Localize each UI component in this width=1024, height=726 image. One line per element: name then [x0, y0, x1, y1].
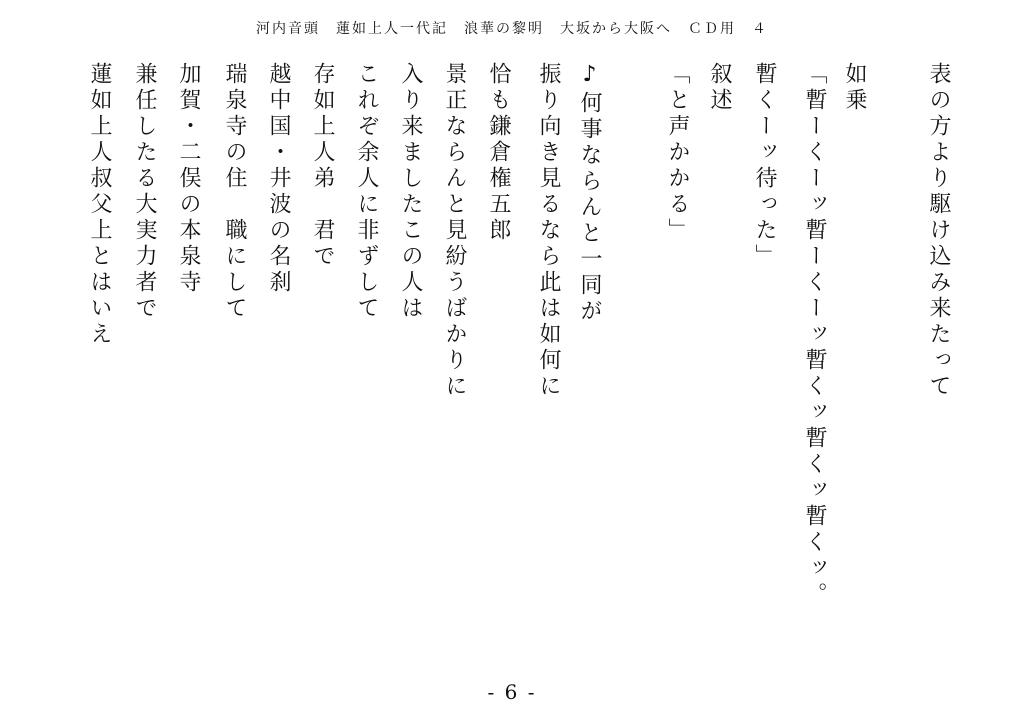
lyric-line: 加賀・二俣の本泉寺	[176, 62, 201, 296]
lyric-line: 振り向き見るなら此は如何に	[536, 62, 561, 400]
lyric-line: 恰も鎌倉権五郎	[486, 62, 511, 244]
lyric-line: 存如上人弟 君で	[310, 62, 335, 270]
lyric-line: 兼任したる大実力者で	[132, 62, 157, 322]
text-column: 暫くーッ待った」	[752, 62, 777, 270]
lyric-line: 入り来ましたこの人は	[398, 62, 423, 322]
page-number: - 6 -	[487, 680, 537, 704]
page-header: 河内音頭 蓮如上人一代記 浪華の黎明 大坂から大阪へ ＣＤ用 ４	[256, 21, 768, 37]
lyric-line: 蓮如上人叔父上とはいえ	[87, 62, 112, 348]
lyric-line: 越中国・井波の名刹	[266, 62, 291, 296]
lyric-line: 瑞泉寺の住 職にして	[222, 62, 247, 322]
speaker-label: 叙述	[707, 62, 732, 114]
text-column: 表の方より駆け込み来たって	[926, 62, 951, 400]
speaker-label: 如乗	[842, 62, 867, 114]
text-column: 「暫ーくーッ暫ーくーッ暫くッ暫くッ暫くッ。	[802, 62, 827, 608]
lyric-line: ♪何事ならんと一同が	[577, 62, 602, 325]
lyric-line: 景正ならんと見紛うばかりに	[442, 62, 467, 400]
text-column: 「と声かかる」	[665, 62, 690, 244]
lyric-line: これぞ余人に非ずして	[354, 62, 379, 322]
